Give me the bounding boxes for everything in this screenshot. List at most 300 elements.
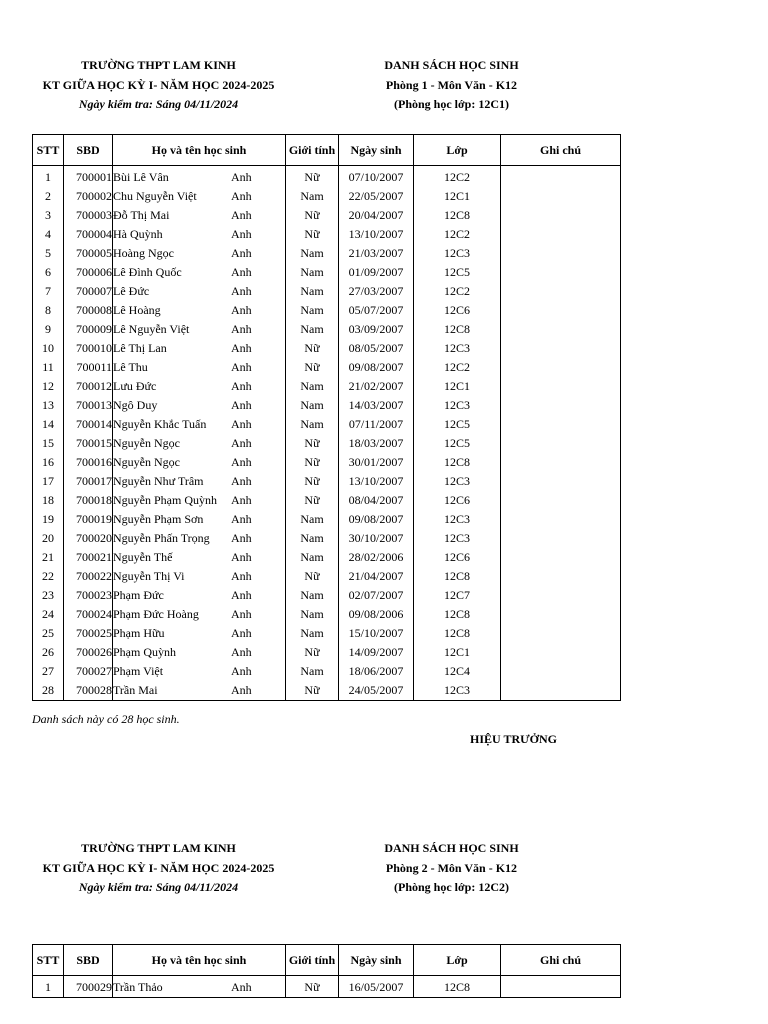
cell-sbd: 700014 (64, 415, 113, 434)
room-subject: Phòng 2 - Môn Văn - K12 (385, 861, 518, 875)
cell-fullname (113, 320, 286, 339)
cell-first-name: Phạm Đức (113, 588, 164, 602)
cell-sbd: 700005 (64, 244, 113, 263)
cell-note (501, 548, 621, 567)
table-row (33, 605, 621, 624)
cell-gender: Nam (286, 282, 339, 301)
cell-class: 12C6 (414, 491, 501, 510)
cell-note (501, 681, 621, 701)
cell-note (501, 358, 621, 377)
table-row (33, 225, 621, 244)
cell-class: 12C5 (414, 415, 501, 434)
col-header-gender: Giới tính (286, 135, 339, 166)
table-row (33, 624, 621, 643)
cell-stt: 2 (33, 187, 64, 206)
cell-note (501, 282, 621, 301)
cell-fullname (113, 396, 286, 415)
table-row (33, 529, 621, 548)
col-header-dob: Ngày sinh (339, 945, 414, 976)
cell-note (501, 529, 621, 548)
cell-class: 12C1 (414, 643, 501, 662)
cell-sbd: 700018 (64, 491, 113, 510)
cell-given-name: Anh (231, 246, 252, 260)
cell-first-name: Nguyễn Phạm Sơn (113, 512, 204, 526)
cell-first-name: Hà Quỳnh (113, 227, 163, 241)
cell-sbd: 700010 (64, 339, 113, 358)
cell-dob: 13/10/2007 (339, 472, 414, 491)
cell-dob: 14/09/2007 (339, 643, 414, 662)
cell-stt: 8 (33, 301, 64, 320)
cell-class: 12C8 (414, 605, 501, 624)
cell-class: 12C3 (414, 510, 501, 529)
table-row (33, 301, 621, 320)
cell-given-name: Anh (231, 322, 252, 336)
school-name: TRƯỜNG THPT LAM KINH (81, 841, 236, 855)
cell-first-name: Lê Hoàng (113, 303, 161, 317)
table-row (33, 339, 621, 358)
cell-first-name: Lê Thị Lan (113, 341, 167, 355)
cell-fullname (113, 434, 286, 453)
cell-given-name: Anh (231, 227, 252, 241)
table-row (33, 358, 621, 377)
cell-gender: Nam (286, 396, 339, 415)
table-row (33, 662, 621, 681)
cell-gender: Nữ (286, 472, 339, 491)
cell-sbd: 700022 (64, 567, 113, 586)
cell-sbd: 700015 (64, 434, 113, 453)
cell-gender: Nam (286, 605, 339, 624)
cell-first-name: Nguyễn Ngọc (113, 436, 180, 450)
cell-dob: 18/03/2007 (339, 434, 414, 453)
cell-note (501, 643, 621, 662)
cell-sbd: 700004 (64, 225, 113, 244)
cell-gender: Nữ (286, 681, 339, 701)
table-row (33, 567, 621, 586)
cell-note (501, 624, 621, 643)
student-count-note: Danh sách này có 28 học sinh. (32, 712, 180, 726)
cell-gender: Nam (286, 263, 339, 282)
cell-dob: 09/08/2007 (339, 510, 414, 529)
cell-fullname (113, 662, 286, 681)
table-row (33, 263, 621, 282)
cell-sbd: 700002 (64, 187, 113, 206)
cell-gender: Nam (286, 662, 339, 681)
cell-first-name: Chu Nguyễn Việt (113, 189, 197, 203)
cell-fullname (113, 339, 286, 358)
cell-fullname (113, 472, 286, 491)
cell-fullname (113, 529, 286, 548)
cell-stt: 24 (33, 605, 64, 624)
cell-fullname (113, 453, 286, 472)
cell-gender: Nam (286, 244, 339, 263)
cell-first-name: Nguyễn Khắc Tuấn (113, 417, 207, 431)
cell-class: 12C2 (414, 166, 501, 188)
cell-note (501, 472, 621, 491)
cell-gender: Nam (286, 187, 339, 206)
cell-note (501, 377, 621, 396)
cell-gender: Nam (286, 586, 339, 605)
cell-stt: 26 (33, 643, 64, 662)
cell-first-name: Lưu Đức (113, 379, 157, 393)
cell-note (501, 263, 621, 282)
cell-given-name: Anh (231, 664, 252, 678)
col-header-name: Họ và tên học sinh (113, 135, 286, 166)
cell-dob: 08/04/2007 (339, 491, 414, 510)
cell-first-name: Phạm Đức Hoàng (113, 607, 199, 621)
cell-given-name: Anh (231, 512, 252, 526)
cell-class: 12C3 (414, 396, 501, 415)
cell-sbd: 700013 (64, 396, 113, 415)
list-title: DANH SÁCH HỌC SINH (384, 58, 519, 72)
cell-dob: 05/07/2007 (339, 301, 414, 320)
cell-note (501, 206, 621, 225)
cell-given-name: Anh (231, 208, 252, 222)
cell-stt: 3 (33, 206, 64, 225)
cell-class: 12C2 (414, 358, 501, 377)
exam-date: Ngày kiểm tra: Sáng 04/11/2024 (78, 97, 239, 111)
cell-class: 12C2 (414, 282, 501, 301)
col-header-dob: Ngày sinh (339, 135, 414, 166)
cell-given-name: Anh (231, 569, 252, 583)
cell-stt: 28 (33, 681, 64, 701)
cell-gender: Nữ (286, 206, 339, 225)
table-row (33, 548, 621, 567)
cell-class: 12C1 (414, 187, 501, 206)
cell-dob: 22/05/2007 (339, 187, 414, 206)
cell-dob: 16/05/2007 (339, 976, 414, 998)
cell-given-name: Anh (231, 455, 252, 469)
cell-class: 12C6 (414, 548, 501, 567)
col-header-stt: STT (33, 135, 64, 166)
cell-given-name: Anh (231, 398, 252, 412)
cell-dob: 02/07/2007 (339, 586, 414, 605)
col-header-sbd: SBD (64, 945, 113, 976)
table-header-row (33, 945, 621, 976)
cell-stt: 11 (33, 358, 64, 377)
cell-class: 12C4 (414, 662, 501, 681)
cell-first-name: Nguyễn Thế (113, 550, 173, 564)
cell-sbd: 700009 (64, 320, 113, 339)
cell-given-name: Anh (231, 493, 252, 507)
col-header-note: Ghi chú (501, 945, 621, 976)
table-row (33, 166, 621, 188)
cell-gender: Nam (286, 415, 339, 434)
cell-stt: 18 (33, 491, 64, 510)
col-header-class: Lớp (414, 945, 501, 976)
cell-given-name: Anh (231, 588, 252, 602)
cell-dob: 20/04/2007 (339, 206, 414, 225)
cell-class: 12C8 (414, 567, 501, 586)
cell-dob: 01/09/2007 (339, 263, 414, 282)
cell-sbd: 700027 (64, 662, 113, 681)
cell-class: 12C3 (414, 529, 501, 548)
cell-fullname (113, 301, 286, 320)
cell-gender: Nam (286, 529, 339, 548)
exam-title: KT GIỮA HỌC KỲ I- NĂM HỌC 2024-2025 (42, 861, 275, 875)
table-row (33, 510, 621, 529)
cell-note (501, 187, 621, 206)
cell-sbd: 700020 (64, 529, 113, 548)
cell-dob: 21/03/2007 (339, 244, 414, 263)
cell-note (501, 510, 621, 529)
cell-gender: Nam (286, 377, 339, 396)
cell-fullname (113, 225, 286, 244)
cell-dob: 08/05/2007 (339, 339, 414, 358)
cell-sbd: 700026 (64, 643, 113, 662)
cell-fullname (113, 681, 286, 701)
cell-given-name: Anh (231, 550, 252, 564)
cell-given-name: Anh (231, 417, 252, 431)
cell-note (501, 301, 621, 320)
cell-fullname (113, 415, 286, 434)
cell-sbd: 700006 (64, 263, 113, 282)
table-row (33, 681, 621, 701)
table-header-row (33, 135, 621, 166)
cell-gender: Nữ (286, 166, 339, 188)
col-header-sbd: SBD (64, 135, 113, 166)
cell-dob: 30/10/2007 (339, 529, 414, 548)
cell-fullname (113, 263, 286, 282)
cell-class: 12C8 (414, 624, 501, 643)
cell-given-name: Anh (231, 341, 252, 355)
table-row (33, 472, 621, 491)
cell-fullname (113, 605, 286, 624)
cell-note (501, 453, 621, 472)
cell-class: 12C8 (414, 453, 501, 472)
cell-gender: Nữ (286, 434, 339, 453)
cell-gender: Nữ (286, 643, 339, 662)
cell-given-name: Anh (231, 189, 252, 203)
cell-note (501, 320, 621, 339)
cell-first-name: Lê Nguyễn Việt (113, 322, 190, 336)
cell-note (501, 225, 621, 244)
cell-given-name: Anh (231, 265, 252, 279)
cell-class: 12C2 (414, 225, 501, 244)
cell-class: 12C8 (414, 320, 501, 339)
col-header-stt: STT (33, 945, 64, 976)
cell-given-name: Anh (231, 436, 252, 450)
cell-first-name: Trần Thảo (113, 980, 163, 994)
cell-class: 12C7 (414, 586, 501, 605)
cell-sbd: 700028 (64, 681, 113, 701)
cell-sbd: 700007 (64, 282, 113, 301)
cell-gender: Nữ (286, 491, 339, 510)
cell-stt: 14 (33, 415, 64, 434)
cell-class: 12C5 (414, 434, 501, 453)
cell-first-name: Nguyễn Thị Vi (113, 569, 185, 583)
cell-dob: 28/02/2006 (339, 548, 414, 567)
cell-fullname (113, 187, 286, 206)
cell-gender: Nữ (286, 567, 339, 586)
cell-dob: 07/11/2007 (339, 415, 414, 434)
cell-note (501, 605, 621, 624)
cell-sbd: 700017 (64, 472, 113, 491)
cell-stt: 20 (33, 529, 64, 548)
table-row (33, 976, 621, 998)
cell-given-name: Anh (231, 531, 252, 545)
cell-stt: 9 (33, 320, 64, 339)
cell-sbd: 700023 (64, 586, 113, 605)
cell-first-name: Phạm Quỳnh (113, 645, 176, 659)
cell-first-name: Nguyễn Phấn Trọng (113, 531, 210, 545)
cell-stt: 1 (33, 976, 64, 998)
cell-fullname (113, 548, 286, 567)
table-row (33, 415, 621, 434)
exam-title: KT GIỮA HỌC KỲ I- NĂM HỌC 2024-2025 (42, 78, 275, 92)
cell-stt: 4 (33, 225, 64, 244)
cell-gender: Nam (286, 548, 339, 567)
cell-stt: 13 (33, 396, 64, 415)
cell-stt: 5 (33, 244, 64, 263)
cell-class: 12C1 (414, 377, 501, 396)
cell-given-name: Anh (231, 284, 252, 298)
cell-given-name: Anh (231, 170, 252, 184)
cell-sbd: 700021 (64, 548, 113, 567)
class-room: (Phòng học lớp: 12C1) (394, 97, 509, 111)
cell-stt: 17 (33, 472, 64, 491)
table-row (33, 377, 621, 396)
cell-fullname (113, 282, 286, 301)
cell-first-name: Lê Đức (113, 284, 150, 298)
col-header-gender: Giới tính (286, 945, 339, 976)
cell-class: 12C3 (414, 339, 501, 358)
cell-fullname (113, 244, 286, 263)
cell-first-name: Ngô Duy (113, 398, 158, 412)
cell-gender: Nam (286, 510, 339, 529)
cell-given-name: Anh (231, 474, 252, 488)
cell-first-name: Lê Đình Quốc (113, 265, 182, 279)
cell-gender: Nữ (286, 225, 339, 244)
room-subject: Phòng 1 - Môn Văn - K12 (385, 78, 518, 92)
cell-fullname (113, 166, 286, 188)
cell-first-name: Nguyễn Ngọc (113, 455, 180, 469)
cell-fullname (113, 643, 286, 662)
cell-class: 12C3 (414, 244, 501, 263)
cell-note (501, 567, 621, 586)
cell-first-name: Nguyễn Như Trâm (113, 474, 204, 488)
cell-dob: 27/03/2007 (339, 282, 414, 301)
cell-dob: 15/10/2007 (339, 624, 414, 643)
student-table (32, 944, 621, 998)
cell-class: 12C8 (414, 976, 501, 998)
cell-first-name: Phạm Hữu (113, 626, 165, 640)
cell-fullname (113, 586, 286, 605)
cell-fullname (113, 510, 286, 529)
cell-sbd: 700003 (64, 206, 113, 225)
list-title: DANH SÁCH HỌC SINH (384, 841, 519, 855)
cell-stt: 16 (33, 453, 64, 472)
table-row (33, 187, 621, 206)
cell-class: 12C3 (414, 472, 501, 491)
cell-stt: 7 (33, 282, 64, 301)
cell-gender: Nam (286, 320, 339, 339)
cell-stt: 15 (33, 434, 64, 453)
cell-first-name: Phạm Việt (113, 664, 164, 678)
cell-dob: 30/01/2007 (339, 453, 414, 472)
cell-note (501, 244, 621, 263)
cell-fullname (113, 976, 286, 998)
cell-first-name: Đỗ Thị Mai (113, 208, 170, 222)
cell-gender: Nữ (286, 339, 339, 358)
cell-sbd: 700016 (64, 453, 113, 472)
cell-note (501, 166, 621, 188)
student-table (32, 134, 621, 701)
table-row (33, 434, 621, 453)
table-row (33, 396, 621, 415)
cell-first-name: Nguyễn Phạm Quỳnh (113, 493, 217, 507)
cell-first-name: Hoàng Ngọc (113, 246, 174, 260)
cell-fullname (113, 491, 286, 510)
cell-given-name: Anh (231, 645, 252, 659)
cell-first-name: Trần Mai (113, 683, 158, 697)
cell-fullname (113, 358, 286, 377)
cell-given-name: Anh (231, 683, 252, 697)
cell-note (501, 491, 621, 510)
cell-stt: 10 (33, 339, 64, 358)
cell-dob: 09/08/2007 (339, 358, 414, 377)
cell-gender: Nam (286, 301, 339, 320)
cell-fullname (113, 567, 286, 586)
table-row (33, 491, 621, 510)
cell-given-name: Anh (231, 607, 252, 621)
class-room: (Phòng học lớp: 12C2) (394, 880, 509, 894)
col-header-class: Lớp (414, 135, 501, 166)
cell-dob: 21/02/2007 (339, 377, 414, 396)
cell-class: 12C3 (414, 681, 501, 701)
table-row (33, 320, 621, 339)
cell-note (501, 586, 621, 605)
cell-sbd: 700012 (64, 377, 113, 396)
cell-class: 12C8 (414, 206, 501, 225)
cell-sbd: 700019 (64, 510, 113, 529)
cell-dob: 07/10/2007 (339, 166, 414, 188)
cell-note (501, 976, 621, 998)
cell-stt: 19 (33, 510, 64, 529)
cell-given-name: Anh (231, 303, 252, 317)
cell-stt: 25 (33, 624, 64, 643)
cell-dob: 03/09/2007 (339, 320, 414, 339)
cell-sbd: 700001 (64, 166, 113, 188)
cell-stt: 21 (33, 548, 64, 567)
cell-sbd: 700011 (64, 358, 113, 377)
cell-given-name: Anh (231, 360, 252, 374)
cell-dob: 24/05/2007 (339, 681, 414, 701)
cell-sbd: 700008 (64, 301, 113, 320)
cell-stt: 23 (33, 586, 64, 605)
cell-class: 12C5 (414, 263, 501, 282)
cell-gender: Nam (286, 624, 339, 643)
cell-given-name: Anh (231, 379, 252, 393)
cell-note (501, 434, 621, 453)
cell-note (501, 415, 621, 434)
cell-given-name: Anh (231, 626, 252, 640)
exam-date: Ngày kiểm tra: Sáng 04/11/2024 (78, 880, 239, 894)
cell-dob: 18/06/2007 (339, 662, 414, 681)
cell-fullname (113, 377, 286, 396)
col-header-note: Ghi chú (501, 135, 621, 166)
cell-sbd: 700025 (64, 624, 113, 643)
table-row (33, 206, 621, 225)
cell-dob: 21/04/2007 (339, 567, 414, 586)
table-row (33, 586, 621, 605)
cell-stt: 1 (33, 166, 64, 188)
cell-sbd: 700029 (64, 976, 113, 998)
cell-stt: 12 (33, 377, 64, 396)
cell-fullname (113, 624, 286, 643)
table-row (33, 453, 621, 472)
cell-first-name: Bùi Lê Vân (113, 170, 169, 184)
cell-dob: 13/10/2007 (339, 225, 414, 244)
